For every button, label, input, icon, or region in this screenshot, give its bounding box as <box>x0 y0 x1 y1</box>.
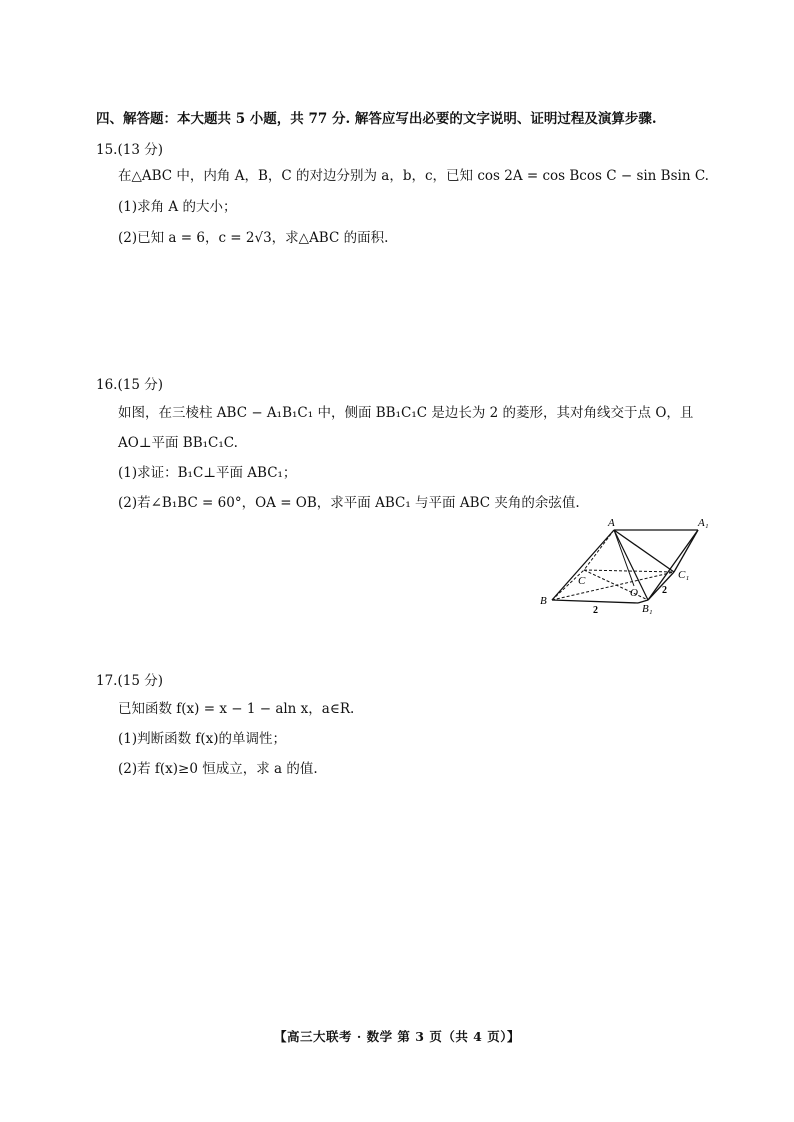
problem-17-line-3: (2)若 f(x)≥0 恒成立，求 a 的值. <box>118 761 318 777</box>
problem-15-line-3: (2)已知 a = 6，c = 2√3，求△ABC 的面积. <box>118 230 389 246</box>
prism-diagram <box>538 514 728 616</box>
problem-16-line-3: (1)求证：B₁C⊥平面 ABC₁； <box>118 465 297 481</box>
problem-16-number: 16.(15 分) <box>96 377 163 393</box>
label-C: C <box>578 575 586 587</box>
label-B1: B₁ <box>642 603 653 615</box>
label-C1: C₁ <box>678 569 690 581</box>
problem-16-line-4: (2)若∠B₁BC = 60°，OA = OB，求平面 ABC₁ 与平面 ABC 夹角的余弦值. <box>118 495 580 511</box>
section-header: 四、解答题：本大题共 5 小题，共 77 分. 解答应写出必要的文字说明、证明过程及演算步骤. <box>96 111 657 127</box>
problem-16-line-1: 如图，在三棱柱 ABC − A₁B₁C₁ 中，侧面 BB₁C₁C 是边长为 2 的菱形，其对角线交于点 O，且 <box>118 405 694 421</box>
page-footer: 【高三大联考 · 数学 第 3 页（共 4 页）】 <box>274 1029 520 1044</box>
label-O: O <box>630 587 638 599</box>
problem-16-line-2: AO⊥平面 BB₁C₁C. <box>118 435 238 451</box>
problem-17-line-1: 已知函数 f(x) = x − 1 − aln x，a∈R. <box>118 701 355 717</box>
label-side-b1c1: 2 <box>662 585 667 596</box>
label-A1: A₁ <box>698 517 709 529</box>
problem-17-number: 17.(15 分) <box>96 673 163 689</box>
label-B: B <box>540 595 547 607</box>
problem-17-line-2: (1)判断函数 f(x)的单调性； <box>118 731 287 747</box>
problem-15-number: 15.(13 分) <box>96 142 163 158</box>
problem-15-line-2: (1)求角 A 的大小； <box>118 199 237 215</box>
label-side-bb1: 2 <box>593 605 598 616</box>
prism-figure <box>538 514 728 616</box>
problem-15-line-1: 在△ABC 中，内角 A，B，C 的对边分别为 a，b，c，已知 cos 2A = cos Bcos C − sin Bsin C. <box>118 168 709 184</box>
label-A: A <box>608 517 615 529</box>
